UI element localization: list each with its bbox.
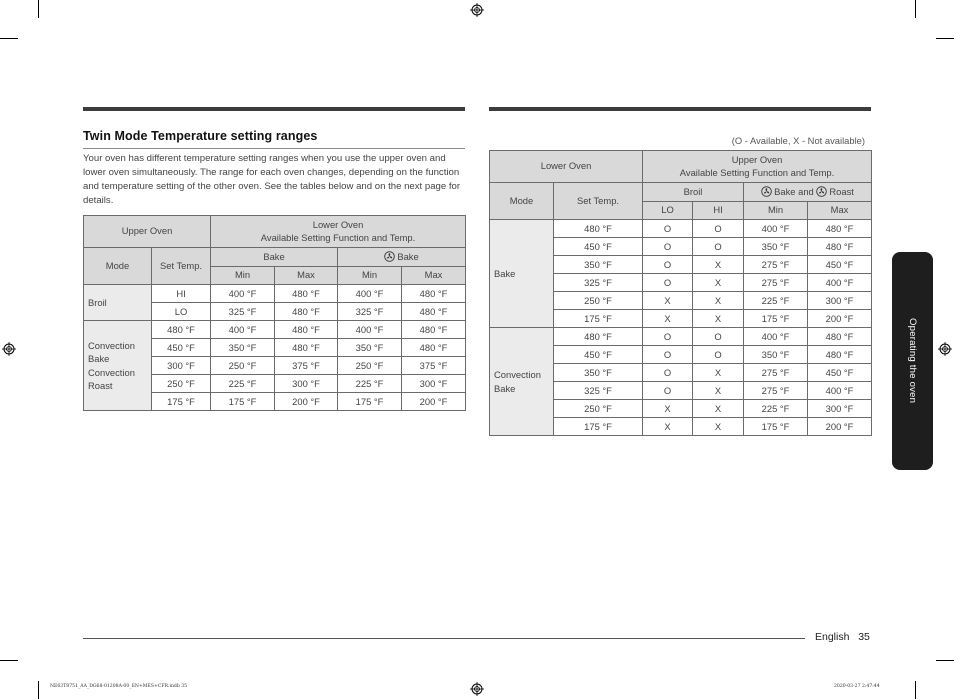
set-temp-cell: 480 °F [554,220,643,238]
table-row [84,285,466,303]
value-cell: 480 °F [275,339,338,357]
set-temp-cell: 480 °F [554,328,643,346]
value-cell: O [693,238,744,256]
value-cell: 275 °F [744,256,808,274]
value-cell: X [693,274,744,292]
set-temp-cell: 175 °F [554,310,643,328]
chapter-tab-label-wrap [892,252,933,470]
header-lower-oven-line2: Available Setting Function and Temp. [260,231,416,243]
value-cell: O [643,328,693,346]
value-cell: 350 °F [744,238,808,256]
mode-cell: Broil [84,285,152,321]
value-cell: 325 °F [338,303,402,321]
value-cell: 275 °F [744,382,808,400]
value-cell: O [693,220,744,238]
chapter-tab-label: Operating the oven [907,318,918,404]
value-cell: 300 °F [275,375,338,393]
value-cell: X [693,292,744,310]
value-cell: 300 °F [402,375,466,393]
value-cell: X [693,310,744,328]
set-temp-cell: 350 °F [554,364,643,382]
convection-fan-icon [761,186,772,197]
value-cell: 200 °F [808,310,872,328]
registration-mark-icon [470,3,484,17]
value-cell: X [643,310,693,328]
set-temp-cell: 300 °F [152,357,211,375]
value-cell: 200 °F [402,393,466,411]
set-temp-cell: 175 °F [152,393,211,411]
value-cell: X [693,364,744,382]
value-cell: 375 °F [275,357,338,375]
footer-language: English [815,631,850,643]
value-cell: X [693,382,744,400]
header-min: Min [744,202,808,220]
value-cell: 400 °F [211,321,275,339]
crop-mark [936,38,954,39]
value-cell: 300 °F [808,292,872,310]
header-lower-oven-line1: Lower Oven [312,219,364,230]
top-rule-left [83,107,465,111]
value-cell: O [693,346,744,364]
header-roast-label: Roast [829,185,854,197]
value-cell: 480 °F [275,303,338,321]
value-cell: 375 °F [402,357,466,375]
set-temp-cell: LO [152,303,211,321]
registration-mark-icon [470,682,484,696]
header-upper-oven-line1: Upper Oven [731,154,783,165]
header-convection-bake-label: Bake [397,250,419,262]
set-temp-cell: 175 °F [554,418,643,436]
value-cell: 480 °F [402,321,466,339]
value-cell: X [643,292,693,310]
crop-mark [936,660,954,661]
value-cell: O [643,220,693,238]
header-upper-oven [643,151,872,183]
title-underline [83,148,465,149]
print-slug-right: 2020-03-27 2:47:44 [834,684,880,689]
set-temp-cell: 325 °F [554,274,643,292]
value-cell: 250 °F [211,357,275,375]
value-cell: 275 °F [744,274,808,292]
crop-mark [0,660,18,661]
header-mode: Mode [490,183,554,220]
header-max: Max [402,267,466,285]
value-cell: 175 °F [744,418,808,436]
set-temp-cell: 250 °F [152,375,211,393]
mode-cell: Bake [490,220,554,328]
value-cell: 480 °F [402,303,466,321]
header-set-temp: Set Temp. [554,183,643,220]
set-temp-cell: 450 °F [554,346,643,364]
value-cell: 480 °F [402,339,466,357]
value-cell: 200 °F [275,393,338,411]
crop-mark [915,681,916,699]
header-max: Max [808,202,872,220]
value-cell: 480 °F [808,220,872,238]
header-bake: Bake [211,248,338,267]
set-temp-cell: 450 °F [554,238,643,256]
value-cell: 400 °F [211,285,275,303]
table-row [490,328,872,346]
availability-legend: (O - Available, X - Not available) [731,135,865,146]
value-cell: 480 °F [808,328,872,346]
convection-fan-icon [384,251,395,262]
header-upper-oven-line2: Available Setting Function and Temp. [679,166,835,178]
value-cell: O [643,256,693,274]
table-row [490,220,872,238]
set-temp-cell: 350 °F [554,256,643,274]
section-title: Twin Mode Temperature setting ranges [83,129,318,143]
value-cell: 400 °F [744,328,808,346]
value-cell: 480 °F [808,346,872,364]
value-cell: 350 °F [211,339,275,357]
crop-mark [38,681,39,699]
value-cell: O [643,274,693,292]
header-set-temp: Set Temp. [152,248,211,285]
header-max: Max [275,267,338,285]
chapter-tab [892,252,933,470]
set-temp-cell: 480 °F [152,321,211,339]
header-min: Min [338,267,402,285]
value-cell: 250 °F [338,357,402,375]
header-convection-bake [338,248,466,267]
value-cell: 480 °F [275,321,338,339]
registration-mark-icon [938,342,952,356]
set-temp-cell: 325 °F [554,382,643,400]
header-lower-oven [211,216,466,248]
print-slug-left: NE63T8751_AA_DG68-01208A-00_EN+MES+CFR.indb 35 [50,684,188,689]
header-hi: HI [693,202,744,220]
set-temp-cell: 250 °F [554,400,643,418]
value-cell: 300 °F [808,400,872,418]
set-temp-cell: 250 °F [554,292,643,310]
registration-mark-icon [2,342,16,356]
value-cell: 225 °F [338,375,402,393]
value-cell: 275 °F [744,364,808,382]
mode-cell: Convection Bake [490,328,554,436]
crop-mark [38,0,39,18]
value-cell: 225 °F [744,400,808,418]
footer [815,631,870,643]
value-cell: 225 °F [744,292,808,310]
value-cell: 175 °F [744,310,808,328]
value-cell: 400 °F [808,274,872,292]
value-cell: O [643,364,693,382]
value-cell: 400 °F [338,285,402,303]
upper-oven-table [83,215,466,411]
value-cell: O [643,238,693,256]
value-cell: 225 °F [211,375,275,393]
value-cell: 450 °F [808,364,872,382]
set-temp-cell: HI [152,285,211,303]
value-cell: 480 °F [275,285,338,303]
table-row [84,321,466,339]
value-cell: O [643,346,693,364]
crop-mark [915,0,916,18]
value-cell: X [693,418,744,436]
value-cell: 350 °F [338,339,402,357]
value-cell: 325 °F [211,303,275,321]
value-cell: O [693,328,744,346]
value-cell: X [693,256,744,274]
value-cell: 175 °F [211,393,275,411]
top-rule-right [489,107,871,111]
page-number: 35 [858,631,870,643]
value-cell: 400 °F [808,382,872,400]
header-convection-bake-roast [744,183,872,202]
value-cell: 480 °F [402,285,466,303]
value-cell: 200 °F [808,418,872,436]
convection-fan-icon [816,186,827,197]
value-cell: 450 °F [808,256,872,274]
header-mode: Mode [84,248,152,285]
value-cell: 350 °F [744,346,808,364]
value-cell: X [643,400,693,418]
value-cell: 400 °F [744,220,808,238]
set-temp-cell: 450 °F [152,339,211,357]
header-lower-oven: Lower Oven [490,151,643,183]
value-cell: 480 °F [808,238,872,256]
header-min: Min [211,267,275,285]
footer-rule [83,638,805,639]
value-cell: 400 °F [338,321,402,339]
value-cell: 175 °F [338,393,402,411]
intro-paragraph: Your oven has different temperature setting ranges when you use the upper oven and lower oven simultaneously. The range for each oven changes, depending on the function and temperature setting of the other oven. See the tables below and on the next page for details. [83,153,461,206]
crop-mark [0,38,18,39]
lower-oven-table [489,150,872,436]
mode-cell: Convection Bake Convection Roast [84,321,152,411]
header-broil: Broil [643,183,744,202]
header-upper-oven: Upper Oven [84,216,211,248]
value-cell: X [693,400,744,418]
value-cell: O [643,382,693,400]
header-bake-and-label: Bake and [774,185,814,197]
value-cell: X [643,418,693,436]
header-lo: LO [643,202,693,220]
